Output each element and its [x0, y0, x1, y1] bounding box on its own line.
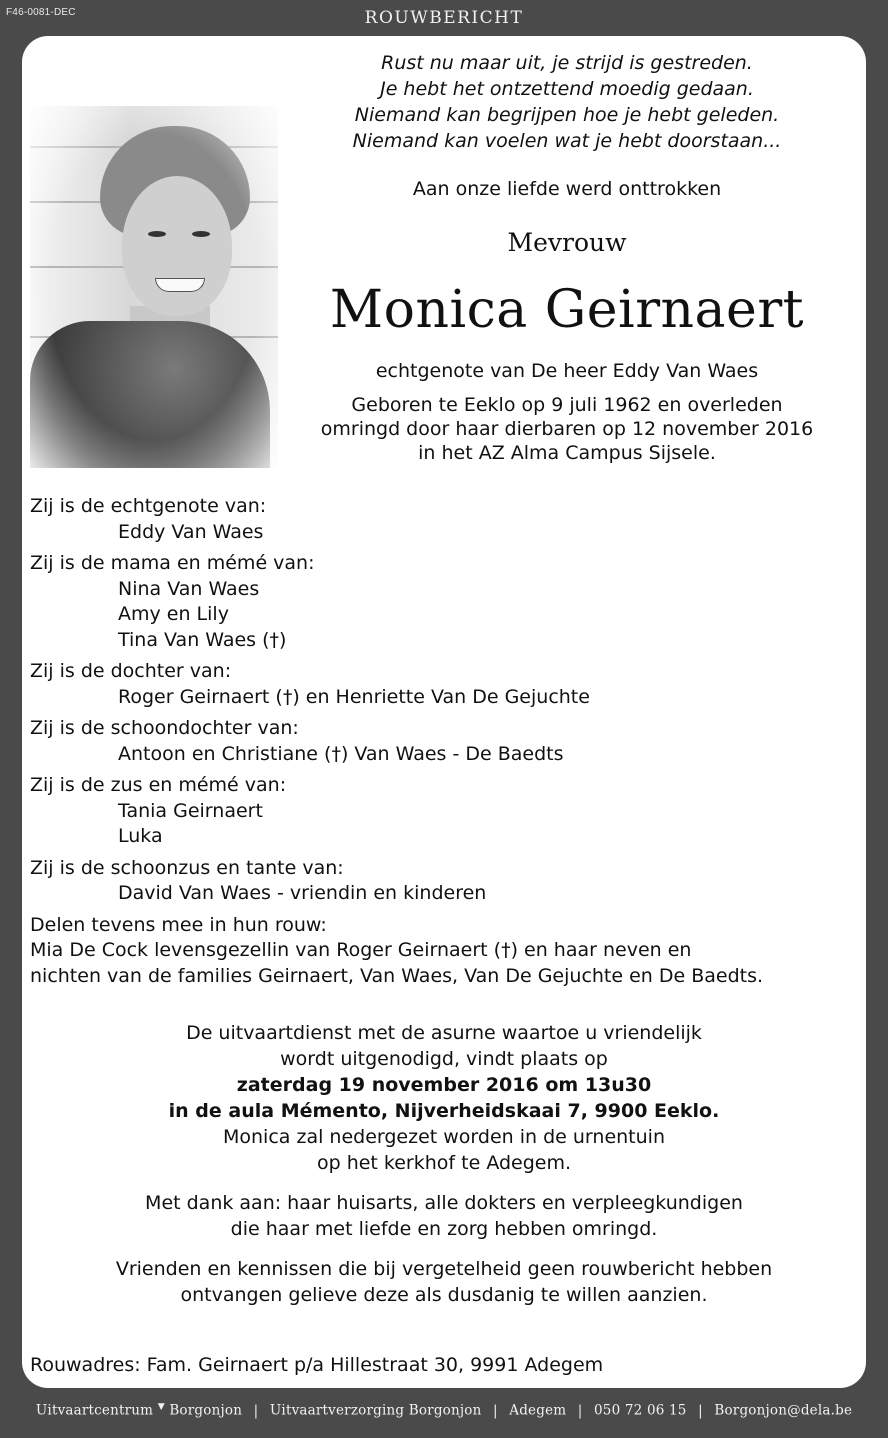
poem-line: Niemand kan begrijpen hoe je hebt geleden.: [354, 104, 780, 126]
footer-item: Uitvaartverzorging Borgonjon: [269, 1402, 482, 1419]
relative-group: [30, 659, 860, 710]
ceremony-location: in de aula Mémento, Nijverheidskaai 7, 9900 Eeklo.: [168, 1100, 720, 1122]
share-grief: [30, 913, 860, 990]
announcement: Aan onze liefde werd onttrokken: [412, 178, 722, 200]
footer-email: Borgonjon@dela.be: [714, 1402, 853, 1419]
footer-brand-name: Borgonjon: [169, 1402, 243, 1419]
birth-line: Geboren te Eeklo op 9 juli 1962 en overleden: [351, 394, 783, 416]
relative-member: Antoon en Christiane (†) Van Waes - De Baedts: [118, 742, 564, 765]
footer-separator: |: [493, 1402, 498, 1419]
share-line: Mia De Cock levensgezellin van Roger Geirnaert (†) en haar neven en: [30, 939, 692, 961]
notice-line: ontvangen gelieve deze als dusdanig te willen aanzien.: [180, 1284, 708, 1306]
relative-member: Tania Geirnaert: [118, 799, 263, 822]
birth-line: omringd door haar dierbaren op 12 november 2016: [320, 418, 814, 440]
share-line: nichten van de families Geirnaert, Van Waes, Van De Gejuchte en De Baedts.: [30, 964, 764, 987]
poem-line: Rust nu maar uit, je strijd is gestreden.: [381, 52, 753, 74]
salutation: Mevrouw: [507, 228, 627, 257]
obituary-card: [22, 36, 866, 1388]
relative-member: Roger Geirnaert (†) en Henriette Van De Gejuchte: [118, 685, 590, 708]
notice-line: Vrienden en kennissen die bij vergetelheid geen rouwbericht hebben: [115, 1258, 773, 1280]
deceased-name: Monica Geirnaert: [329, 280, 805, 340]
poem-line: Je hebt het ontzettend moedig gedaan.: [380, 78, 754, 100]
footer-brand: Uitvaartcentrum: [35, 1402, 154, 1419]
relatives-list: [30, 494, 860, 989]
ceremony-intro-line: De uitvaartdienst met de asurne waartoe u vriendelijk: [186, 1022, 702, 1044]
relative-member: Amy en Lily: [118, 603, 229, 625]
share-heading: Delen tevens mee in hun rouw:: [30, 913, 327, 936]
relative-heading: Zij is de zus en mémé van:: [30, 774, 287, 796]
relative-group: [30, 551, 860, 653]
thanks-line: die haar met liefde en zorg hebben omringd.: [230, 1218, 658, 1240]
relative-group: [30, 856, 860, 907]
spouse-line: echtgenote van De heer Eddy Van Waes: [375, 360, 759, 382]
relative-member: Eddy Van Waes: [118, 520, 264, 543]
relative-member: Luka: [118, 825, 163, 847]
birth-death-info: [272, 393, 862, 465]
burial-line: Monica zal nedergezet worden in de urnentuin: [223, 1126, 665, 1148]
relative-heading: Zij is de echtgenote van:: [30, 495, 267, 517]
relative-member: Nina Van Waes: [118, 577, 260, 600]
relative-heading: Zij is de mama en mémé van:: [30, 552, 315, 574]
relative-heading: Zij is de dochter van:: [30, 660, 232, 682]
footer-phone: 050 72 06 15: [594, 1402, 687, 1419]
birth-line: in het AZ Alma Campus Sijsele.: [418, 442, 716, 464]
relative-group: [30, 716, 860, 767]
mourning-address: Rouwadres: Fam. Geirnaert p/a Hillestraat 30, 9991 Adegem: [30, 1354, 604, 1376]
brand-mark-icon: ▼: [157, 1402, 165, 1412]
relative-group: [30, 494, 860, 545]
relative-group: [30, 773, 860, 850]
poem: [272, 50, 862, 154]
ceremony-date: zaterdag 19 november 2016 om 13u30: [236, 1074, 652, 1096]
relative-member: David Van Waes - vriendin en kinderen: [118, 882, 487, 904]
footer-separator: |: [698, 1402, 703, 1419]
header-title: ROUWBERICHT: [364, 8, 524, 28]
thanks-line: Met dank aan: haar huisarts, alle dokters en verpleegkundigen: [145, 1192, 743, 1214]
burial-line: op het kerkhof te Adegem.: [316, 1152, 572, 1174]
ceremony-info: [22, 1020, 866, 1308]
portrait-photo: [30, 106, 278, 468]
footer-separator: |: [577, 1402, 583, 1419]
poem-line: Niemand kan voelen wat je hebt doorstaan...: [352, 130, 782, 152]
relative-member: Tina Van Waes (†): [118, 628, 287, 651]
ceremony-intro-line: wordt uitgenodigd, vindt plaats op: [280, 1048, 608, 1070]
relative-heading: Zij is de schoondochter van:: [30, 717, 299, 739]
footer-item: Adegem: [509, 1402, 567, 1419]
document-code: F46-0081-DEC: [6, 7, 76, 18]
footer-bar: [0, 1402, 888, 1419]
relative-heading: Zij is de schoonzus en tante van:: [30, 856, 344, 879]
footer-separator: |: [253, 1402, 259, 1419]
